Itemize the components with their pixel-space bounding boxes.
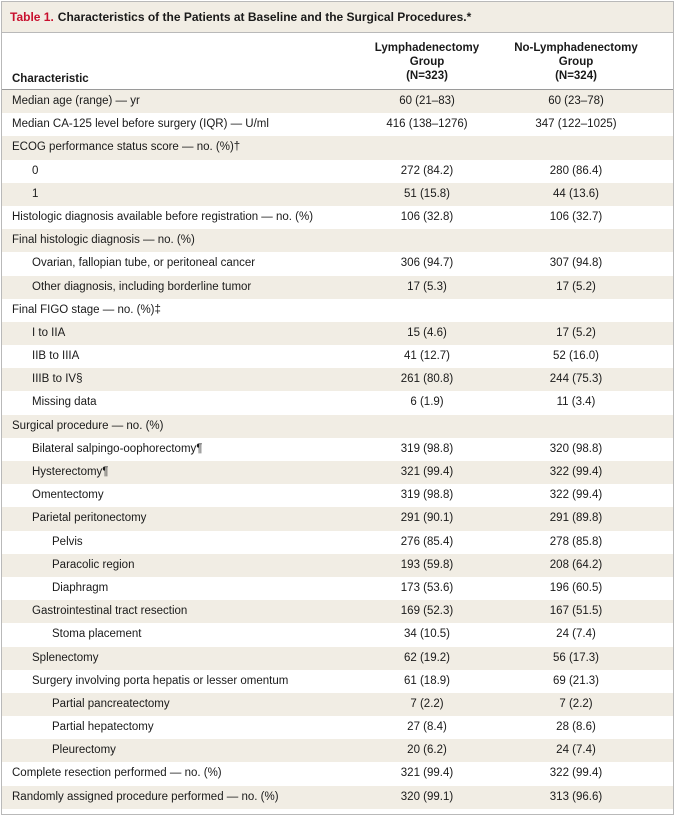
table-row xyxy=(2,647,673,670)
row-label: Bilateral salpingo-oophorectomy¶ xyxy=(32,442,203,455)
no-lymphadenectomy-value: 56 (17.3) xyxy=(552,651,600,664)
lymphadenectomy-value: 27 (8.4) xyxy=(407,721,447,734)
lymphadenectomy-value: 193 (59.8) xyxy=(400,558,454,571)
table-row xyxy=(2,183,673,206)
table-row xyxy=(2,90,673,113)
lymphadenectomy-value: 261 (80.8) xyxy=(400,373,454,386)
table-row xyxy=(2,762,673,785)
table-row xyxy=(2,276,673,299)
lymphadenectomy-value: 6 (1.9) xyxy=(410,396,444,409)
table-title: Characteristics of the Patients at Baseline and the Surgical Procedures.* xyxy=(57,10,472,24)
row-label: 1 xyxy=(32,187,39,200)
table-body xyxy=(2,90,673,809)
table-frame xyxy=(1,1,674,815)
lymphadenectomy-value: 276 (85.4) xyxy=(400,535,454,548)
row-label: IIB to IIIA xyxy=(32,350,80,363)
row-label: Hysterectomy¶ xyxy=(32,466,109,478)
no-lymphadenectomy-value: 307 (94.8) xyxy=(549,257,603,270)
no-lymphadenectomy-value: 60 (23–78) xyxy=(548,95,604,107)
row-label: Parietal peritonectomy xyxy=(32,512,147,525)
row-label: Final histologic diagnosis — no. (%) xyxy=(12,234,195,247)
table-row xyxy=(2,113,673,136)
table-row xyxy=(2,484,673,507)
row-label: Partial hepatectomy xyxy=(52,721,154,734)
no-lymphadenectomy-value: 347 (122–1025) xyxy=(535,118,617,131)
no-lymphadenectomy-value: 196 (60.5) xyxy=(549,581,603,594)
table-row xyxy=(2,507,673,530)
table-row xyxy=(2,786,673,809)
lymphadenectomy-value: 34 (10.5) xyxy=(403,628,451,641)
row-label: Median age (range) — yr xyxy=(12,95,140,107)
table-row xyxy=(2,693,673,716)
no-lymphadenectomy-value: 244 (75.3) xyxy=(549,373,603,386)
table-row xyxy=(2,577,673,600)
header-lymphadenectomy-group: Lymphadenectomy Group (N=323) xyxy=(374,42,480,82)
table-row xyxy=(2,438,673,461)
no-lymphadenectomy-value: 313 (96.6) xyxy=(549,790,603,803)
no-lymphadenectomy-value: 208 (64.2) xyxy=(549,558,603,571)
row-label: ECOG performance status score — no. (%)† xyxy=(12,141,241,154)
lymphadenectomy-value: 61 (18.9) xyxy=(403,674,451,687)
lymphadenectomy-value: 319 (98.8) xyxy=(400,489,454,502)
table-row xyxy=(2,345,673,368)
row-label: Pelvis xyxy=(52,535,83,548)
row-label: Surgical procedure — no. (%) xyxy=(12,419,164,432)
no-lymphadenectomy-value: 24 (7.4) xyxy=(556,744,596,757)
row-label: 0 xyxy=(32,164,39,177)
lymphadenectomy-value: 106 (32.8) xyxy=(400,210,454,223)
table-row xyxy=(2,600,673,623)
row-label: Median CA-125 level before surgery (IQR) — U/ml xyxy=(12,118,269,131)
row-label: Other diagnosis, including borderline tumor xyxy=(32,280,252,293)
row-label: Ovarian, fallopian tube, or peritoneal cancer xyxy=(32,257,256,270)
no-lymphadenectomy-value: 11 (3.4) xyxy=(556,396,596,409)
table-row xyxy=(2,554,673,577)
no-lymphadenectomy-value: 52 (16.0) xyxy=(552,350,600,363)
lymphadenectomy-value: 321 (99.4) xyxy=(400,466,454,478)
row-label: I to IIA xyxy=(32,326,66,339)
row-label: Diaphragm xyxy=(52,581,109,594)
lymphadenectomy-value: 169 (52.3) xyxy=(400,605,454,618)
row-label: Splenectomy xyxy=(32,651,99,664)
lymphadenectomy-value: 41 (12.7) xyxy=(403,350,451,363)
lymphadenectomy-value: 319 (98.8) xyxy=(400,442,454,455)
no-lymphadenectomy-value: 28 (8.6) xyxy=(556,721,596,734)
table-row xyxy=(2,391,673,414)
no-lymphadenectomy-value: 69 (21.3) xyxy=(552,674,600,687)
no-lymphadenectomy-value: 17 (5.2) xyxy=(556,326,596,339)
row-label: Histologic diagnosis available before registration — no. (%) xyxy=(12,210,314,223)
table-row xyxy=(2,229,673,252)
no-lymphadenectomy-value: 280 (86.4) xyxy=(549,164,603,177)
row-label: Omentectomy xyxy=(32,489,104,502)
row-label: Randomly assigned procedure performed — no. (%) xyxy=(12,790,279,803)
row-label: Partial pancreatectomy xyxy=(52,697,170,710)
no-lymphadenectomy-value: 17 (5.2) xyxy=(556,280,596,293)
table-row xyxy=(2,739,673,762)
no-lymphadenectomy-value: 291 (89.8) xyxy=(549,512,603,525)
header-characteristic: Characteristic xyxy=(12,73,89,85)
no-lymphadenectomy-value: 44 (13.6) xyxy=(552,187,600,200)
row-label: Pleurectomy xyxy=(52,744,116,757)
no-lymphadenectomy-value: 322 (99.4) xyxy=(549,466,603,478)
table-row xyxy=(2,415,673,438)
table-row xyxy=(2,461,673,484)
table-row xyxy=(2,206,673,229)
no-lymphadenectomy-value: 106 (32.7) xyxy=(549,210,603,223)
lymphadenectomy-value: 272 (84.2) xyxy=(400,164,454,177)
lymphadenectomy-value: 416 (138–1276) xyxy=(386,118,468,131)
lymphadenectomy-value: 20 (6.2) xyxy=(407,744,447,757)
no-lymphadenectomy-value: 322 (99.4) xyxy=(549,489,603,502)
table-row xyxy=(2,670,673,693)
lymphadenectomy-value: 321 (99.4) xyxy=(400,767,454,780)
lymphadenectomy-value: 291 (90.1) xyxy=(400,512,454,525)
table-row xyxy=(2,322,673,345)
table-row xyxy=(2,716,673,739)
lymphadenectomy-value: 173 (53.6) xyxy=(400,581,454,594)
no-lymphadenectomy-value: 167 (51.5) xyxy=(549,605,603,618)
lymphadenectomy-value: 7 (2.2) xyxy=(410,697,444,710)
table-number: Table 1. xyxy=(10,10,54,24)
no-lymphadenectomy-value: 322 (99.4) xyxy=(549,767,603,780)
no-lymphadenectomy-value: 24 (7.4) xyxy=(556,628,596,641)
table-row xyxy=(2,623,673,646)
header-no-lymphadenectomy-group: No-Lymphadenectomy Group (N=324) xyxy=(514,42,638,82)
table-row xyxy=(2,136,673,159)
table-title-bar xyxy=(2,2,673,33)
no-lymphadenectomy-value: 278 (85.8) xyxy=(549,535,603,548)
table-row xyxy=(2,531,673,554)
table-header xyxy=(2,33,673,90)
lymphadenectomy-value: 60 (21–83) xyxy=(399,95,455,107)
row-label: Surgery involving porta hepatis or lesser omentum xyxy=(32,674,289,687)
lymphadenectomy-value: 320 (99.1) xyxy=(400,790,454,803)
row-label: Gastrointestinal tract resection xyxy=(32,605,188,618)
table-row xyxy=(2,252,673,275)
row-label: Missing data xyxy=(32,396,97,409)
row-label: Final FIGO stage — no. (%)‡ xyxy=(12,303,161,316)
table-row xyxy=(2,160,673,183)
table-row xyxy=(2,299,673,322)
lymphadenectomy-value: 17 (5.3) xyxy=(407,280,447,293)
lymphadenectomy-value: 51 (15.8) xyxy=(403,187,451,200)
row-label: Paracolic region xyxy=(52,558,135,571)
lymphadenectomy-value: 62 (19.2) xyxy=(403,651,451,664)
no-lymphadenectomy-value: 7 (2.2) xyxy=(559,697,593,710)
row-label: IIIB to IV§ xyxy=(32,373,83,386)
no-lymphadenectomy-value: 320 (98.8) xyxy=(549,442,603,455)
lymphadenectomy-value: 15 (4.6) xyxy=(407,326,447,339)
row-label: Stoma placement xyxy=(52,628,142,641)
lymphadenectomy-value: 306 (94.7) xyxy=(400,257,454,270)
row-label: Complete resection performed — no. (%) xyxy=(12,767,222,780)
table-row xyxy=(2,368,673,391)
